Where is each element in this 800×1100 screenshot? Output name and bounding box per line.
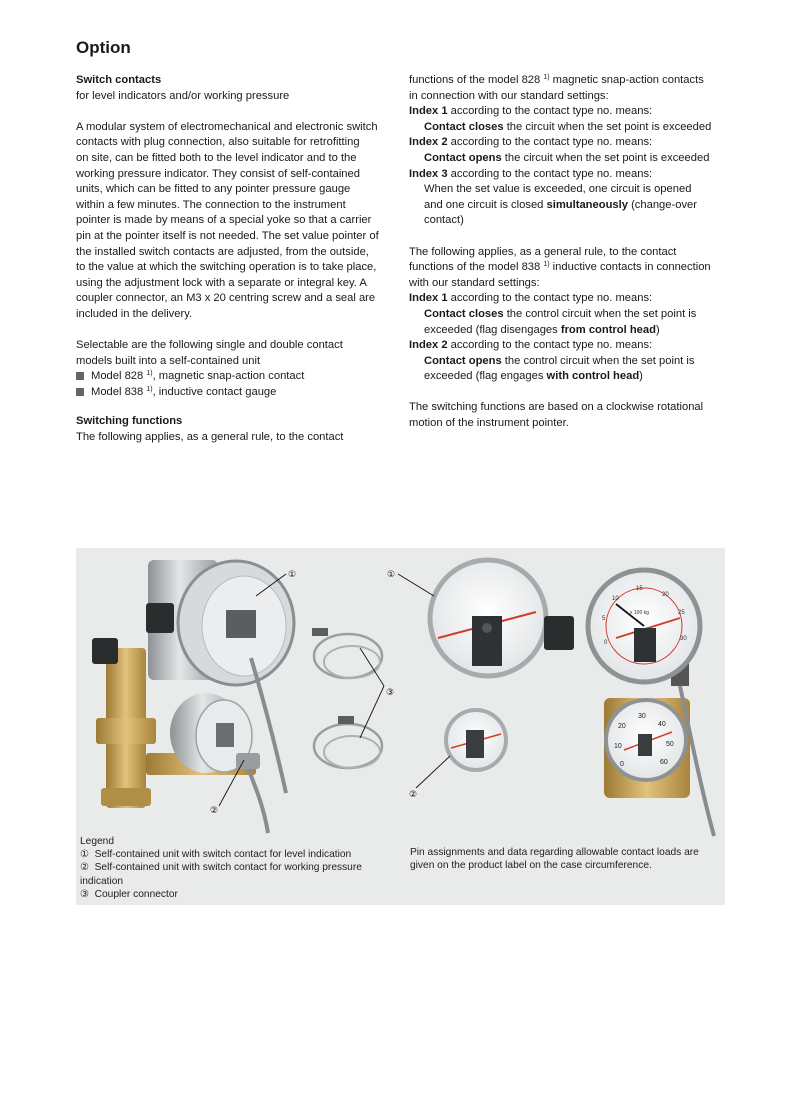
coupler-connectors [312, 628, 382, 768]
dial-tick: 60 [660, 759, 668, 766]
dial-tick: 25 [678, 610, 685, 616]
index-1-desc: Contact closes the circuit when the set point is exceeded [424, 120, 712, 133]
callout-marker-2: ② [210, 806, 219, 816]
dial-tick: 0 [620, 761, 624, 768]
callout-marker-3: ③ [386, 688, 395, 698]
coiled-cable [314, 634, 382, 678]
index-3-desc: and one circuit is closed simultaneously (change-over [424, 198, 697, 211]
dial-tick: 30 [680, 636, 687, 642]
switch-contacts-description [76, 120, 396, 323]
list-item-model-838: Model 838 $^{1)}$, inductive contact gauge [76, 385, 396, 401]
connector-plug [544, 616, 574, 650]
selectable-intro-line: models built into a self-contained unit [76, 354, 261, 367]
coiled-cable [324, 646, 380, 678]
legend-item-3: ③ Coupler connector [80, 888, 178, 900]
description-line: units, which can be fitted to any pointer pressure gauge [76, 183, 351, 196]
callout-marker-1: ① [387, 570, 396, 580]
dial-tick: 0 [604, 640, 608, 646]
dial-tick: 20 [618, 723, 626, 730]
index-2-desc: Contact opens the circuit when the set point is exceeded [424, 151, 710, 164]
cable [246, 763, 268, 833]
index-3-line: Index 3 according to the contact type no. means: [409, 167, 653, 180]
left-column [76, 73, 396, 446]
description-line: on site, can be fitted both to the level indicator and to the [76, 151, 357, 164]
contact-mechanism [638, 734, 652, 756]
dial-tick: 10 [612, 596, 619, 602]
brass-valve-block [96, 718, 156, 744]
text-line: motion of the instrument pointer. [409, 417, 569, 430]
legend-item-1: ① Self-contained unit with switch contact for level indication [80, 849, 352, 861]
callout-marker-2: ② [409, 790, 418, 800]
dial-tick: 20 [662, 592, 669, 598]
index-2-line: Index 2 according to the contact type no. means: [409, 339, 653, 352]
plug-end [312, 628, 328, 636]
figure-legend [80, 835, 380, 901]
coiled-cable [314, 724, 382, 768]
dial-tick: 50 [666, 741, 674, 748]
text-line: with our standard settings: [409, 276, 540, 289]
legend-item-2: ② Self-contained unit with switch contact for working pressure [80, 862, 362, 874]
figure-note: Pin assignments and data regarding allowable contact loads are given on the product label on the case circumference. [410, 847, 699, 872]
dial-tick: 40 [658, 721, 666, 728]
connector-plug [146, 603, 174, 633]
switching-functions-intro: The following applies, as a general rule, to the contact [76, 431, 344, 444]
text-line: functions of the model 828 $^{1)}$ magnetic snap-action contacts [409, 74, 704, 86]
dial-tick: 10 [614, 743, 622, 750]
index-3-desc: contact) [424, 214, 464, 227]
self-contained-units [430, 560, 546, 770]
index-1-line: Index 1 according to the contact type no. means: [409, 292, 653, 305]
callout-line-3 [360, 648, 384, 686]
index-1-desc: Contact closes the control circuit when the set point is [424, 307, 697, 320]
model-list [76, 369, 396, 400]
product-photo [76, 548, 725, 838]
legend-item-2-cont: indication [80, 875, 124, 887]
plug-end [338, 716, 354, 724]
legend-title: Legend [80, 836, 114, 847]
callout-line-2 [416, 756, 450, 788]
description-line: coupler connector, an M3 x 20 centring screw and a seal are [76, 292, 376, 305]
text-line: functions of the model 838 $^{1)}$ inductive contacts in connection [409, 261, 711, 274]
dial-unit: x 100 kg [630, 610, 649, 616]
text-line: The switching functions are based on a clockwise rotational [409, 401, 704, 414]
contact-mechanism [634, 628, 656, 662]
switch-contact-unit [216, 723, 234, 747]
description-line: pointer is made by means of a special yoke so that a carrier [76, 214, 372, 227]
cable [251, 658, 286, 793]
description-line: included in the delivery. [76, 307, 193, 320]
description-line: using the adjustment lock with a separate or integral key. A [76, 276, 367, 289]
pivot [482, 623, 492, 633]
switch-contact-unit [226, 610, 256, 638]
contact-mechanism [466, 730, 484, 758]
dial-tick: 30 [638, 713, 646, 720]
text-line: The following applies, as a general rule, to the contact [409, 245, 677, 258]
dial-tick: 15 [636, 586, 643, 592]
description-line: working pressure indicator. They consist of self-contained [76, 167, 360, 180]
dial-tick: 5 [602, 616, 606, 622]
description-line: the installed switch contacts are adjusted, from the outside, [76, 245, 369, 258]
index-2-desc: Contact opens the control circuit when the set point is [424, 354, 695, 367]
cable-connector [236, 753, 260, 769]
switching-functions-heading: Switching functions [76, 415, 183, 428]
callout-marker-1: ① [288, 570, 297, 580]
level-indicator-assembly [92, 560, 297, 833]
index-2-desc: exceeded (flag engages with control head) [424, 370, 643, 383]
switch-contacts-heading: Switch contacts [76, 74, 162, 86]
description-line: contacts with plug connection, also suitable for retrofitting [76, 136, 360, 149]
description-line: to the value at which the switching operation is to take place, [76, 261, 377, 274]
index-1-desc: exceeded (flag disengages from control head) [424, 323, 660, 336]
callout-line-1 [398, 574, 434, 596]
brass-fitting [101, 788, 151, 806]
coiled-cable [324, 736, 380, 768]
selectable-intro-line: Selectable are the following single and double contact [76, 339, 343, 352]
description-line: within a few minutes. The connection to the instrument [76, 198, 346, 211]
figure-panel [76, 548, 725, 905]
text-line: in connection with our standard settings: [409, 89, 609, 102]
description-line: pin at the pointer itself is not needed. The set value pointer of [76, 229, 379, 242]
connector-plug [92, 638, 118, 664]
index-1-line: Index 1 according to the contact type no. means: [409, 105, 653, 118]
switch-contacts-subheading: for level indicators and/or working pressure [76, 89, 290, 102]
right-column [409, 73, 733, 432]
index-2-line: Index 2 according to the contact type no. means: [409, 136, 653, 149]
description-line: A modular system of electromechanical and electronic switch [76, 120, 378, 133]
index-3-desc: When the set value is exceeded, one circuit is opened [424, 183, 692, 196]
page-title: Option [76, 38, 131, 57]
list-item-model-828: Model 828 $^{1)}$, magnetic snap-action contact [76, 369, 396, 385]
assembled-gauges [544, 570, 714, 836]
